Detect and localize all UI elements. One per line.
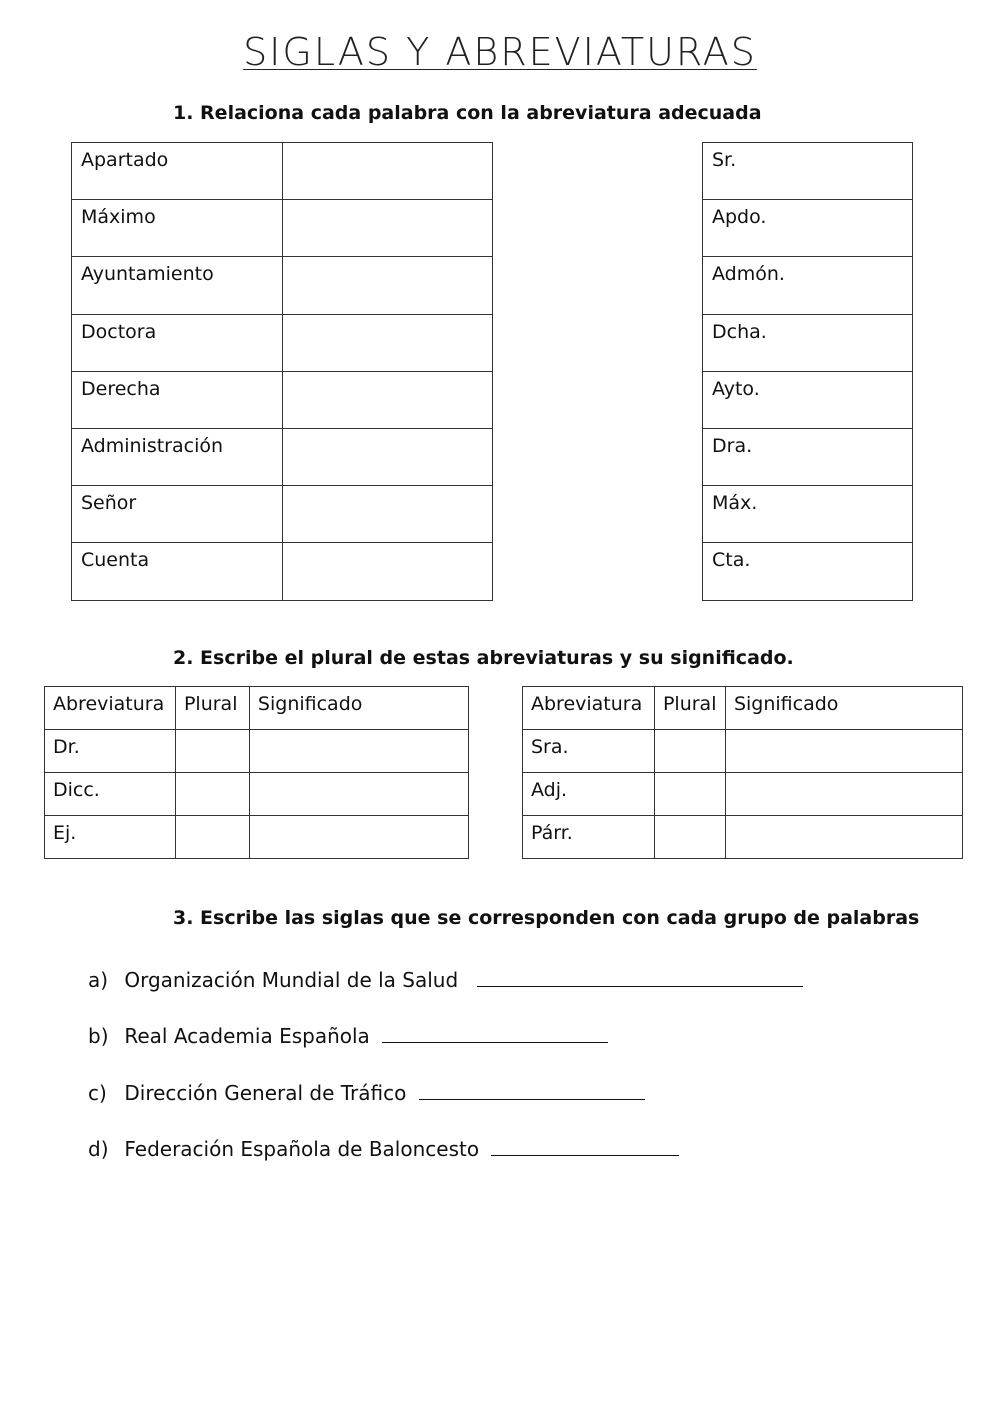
table-row bbox=[703, 200, 913, 257]
word-cell: Derecha bbox=[72, 371, 283, 428]
list-item bbox=[88, 966, 803, 992]
plural-cell[interactable] bbox=[175, 773, 249, 816]
answer-cell[interactable] bbox=[282, 543, 492, 600]
header-abreviatura: Abreviatura bbox=[523, 687, 655, 730]
list-item bbox=[88, 1022, 608, 1048]
abbreviation-cell: Sr. bbox=[703, 143, 913, 200]
plural-table-left bbox=[44, 686, 469, 859]
answer-cell[interactable] bbox=[282, 314, 492, 371]
abbreviation-cell: Párr. bbox=[523, 816, 655, 859]
answer-cell[interactable] bbox=[282, 143, 492, 200]
answer-blank[interactable] bbox=[477, 966, 803, 987]
meaning-cell[interactable] bbox=[725, 816, 962, 859]
abbreviation-cell: Dra. bbox=[703, 428, 913, 485]
table-row bbox=[45, 730, 469, 773]
words-table bbox=[71, 142, 493, 601]
word-cell: Cuenta bbox=[72, 543, 283, 600]
abbreviation-cell: Adj. bbox=[523, 773, 655, 816]
list-item bbox=[88, 1135, 679, 1161]
header-plural: Plural bbox=[654, 687, 725, 730]
abbreviation-cell: Apdo. bbox=[703, 200, 913, 257]
table-row bbox=[72, 200, 493, 257]
table-row bbox=[523, 773, 963, 816]
word-cell: Administración bbox=[72, 428, 283, 485]
answer-blank[interactable] bbox=[491, 1135, 679, 1156]
table-row bbox=[72, 486, 493, 543]
answer-cell[interactable] bbox=[282, 200, 492, 257]
table-header-row bbox=[45, 687, 469, 730]
abbreviation-cell: Ej. bbox=[45, 816, 176, 859]
table-row bbox=[703, 543, 913, 600]
plural-table-right bbox=[522, 686, 963, 859]
answer-blank[interactable] bbox=[382, 1022, 608, 1043]
header-significado: Significado bbox=[725, 687, 962, 730]
table-row bbox=[703, 486, 913, 543]
answer-blank[interactable] bbox=[419, 1079, 645, 1100]
table-row bbox=[703, 257, 913, 314]
header-significado: Significado bbox=[249, 687, 468, 730]
table-row bbox=[72, 428, 493, 485]
word-cell: Ayuntamiento bbox=[72, 257, 283, 314]
meaning-cell[interactable] bbox=[249, 773, 468, 816]
answer-cell[interactable] bbox=[282, 371, 492, 428]
list-item bbox=[88, 1079, 645, 1105]
item-label: a) bbox=[88, 968, 109, 992]
section1-heading: 1. Relaciona cada palabra con la abreviatura adecuada bbox=[173, 102, 762, 124]
abbreviation-cell: Admón. bbox=[703, 257, 913, 314]
abbreviation-cell: Cta. bbox=[703, 543, 913, 600]
abbreviation-cell: Dicc. bbox=[45, 773, 176, 816]
table-row bbox=[72, 257, 493, 314]
table-row bbox=[703, 371, 913, 428]
item-text: Dirección General de Tráfico bbox=[124, 1081, 407, 1105]
plural-cell[interactable] bbox=[175, 730, 249, 773]
table-row bbox=[703, 314, 913, 371]
word-cell: Apartado bbox=[72, 143, 283, 200]
section2-heading: 2. Escribe el plural de estas abreviaturas y su significado. bbox=[173, 647, 794, 669]
meaning-cell[interactable] bbox=[725, 730, 962, 773]
plural-cell[interactable] bbox=[654, 816, 725, 859]
table-row bbox=[703, 143, 913, 200]
word-cell: Máximo bbox=[72, 200, 283, 257]
section3-heading: 3. Escribe las siglas que se corresponden con cada grupo de palabras bbox=[173, 907, 920, 929]
header-plural: Plural bbox=[175, 687, 249, 730]
table-row bbox=[72, 314, 493, 371]
item-label: b) bbox=[88, 1024, 109, 1048]
item-text: Real Academia Española bbox=[124, 1024, 370, 1048]
table-header-row bbox=[523, 687, 963, 730]
meaning-cell[interactable] bbox=[249, 730, 468, 773]
table-row bbox=[45, 773, 469, 816]
table-row bbox=[72, 143, 493, 200]
word-cell: Señor bbox=[72, 486, 283, 543]
abbreviation-cell: Máx. bbox=[703, 486, 913, 543]
table-row bbox=[45, 816, 469, 859]
meaning-cell[interactable] bbox=[725, 773, 962, 816]
abbreviation-cell: Dr. bbox=[45, 730, 176, 773]
meaning-cell[interactable] bbox=[249, 816, 468, 859]
abbreviations-table bbox=[702, 142, 913, 601]
answer-cell[interactable] bbox=[282, 257, 492, 314]
table-row bbox=[523, 730, 963, 773]
table-row bbox=[72, 371, 493, 428]
item-text: Organización Mundial de la Salud bbox=[124, 968, 459, 992]
page-title: SIGLAS Y ABREVIATURAS bbox=[243, 30, 757, 74]
table-row bbox=[523, 816, 963, 859]
item-label: d) bbox=[88, 1137, 109, 1161]
item-text: Federación Española de Baloncesto bbox=[124, 1137, 480, 1161]
table-row bbox=[72, 543, 493, 600]
abbreviation-cell: Sra. bbox=[523, 730, 655, 773]
word-cell: Doctora bbox=[72, 314, 283, 371]
plural-cell[interactable] bbox=[654, 730, 725, 773]
header-abreviatura: Abreviatura bbox=[45, 687, 176, 730]
plural-cell[interactable] bbox=[175, 816, 249, 859]
plural-cell[interactable] bbox=[654, 773, 725, 816]
table-row bbox=[703, 428, 913, 485]
item-label: c) bbox=[88, 1081, 107, 1105]
answer-cell[interactable] bbox=[282, 428, 492, 485]
abbreviation-cell: Dcha. bbox=[703, 314, 913, 371]
abbreviation-cell: Ayto. bbox=[703, 371, 913, 428]
answer-cell[interactable] bbox=[282, 486, 492, 543]
